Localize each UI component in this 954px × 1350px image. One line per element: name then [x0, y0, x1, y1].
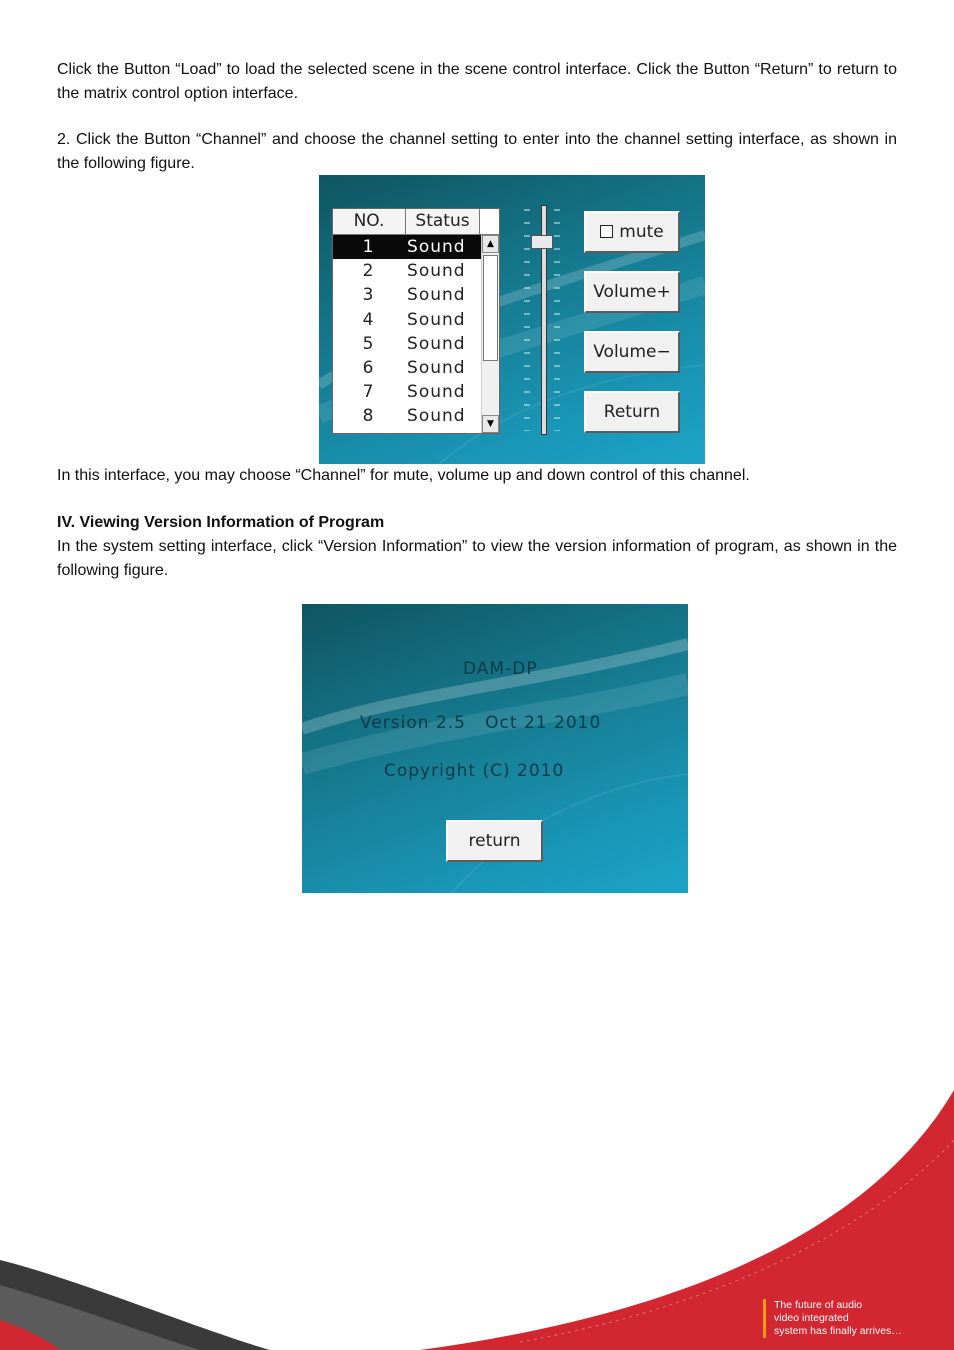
volume-down-button[interactable]: Volume− — [584, 331, 680, 373]
channel-row[interactable] — [333, 404, 481, 428]
channel-rows — [333, 235, 481, 429]
channel-number: 6 — [362, 357, 374, 378]
version-line: Version 2.5 Oct 21 2010 — [360, 713, 602, 733]
channel-setting-screenshot — [319, 175, 705, 464]
section-heading: IV. Viewing Version Information of Program — [57, 514, 385, 531]
channel-status: Sound — [407, 285, 466, 306]
channel-description-paragraph: In this interface, you may choose “Channel” for mute, volume up and down control of this channel. — [57, 467, 750, 484]
channel-number: 2 — [362, 261, 374, 282]
version-step-paragraph: In the system setting interface, click “Version Information” to view the version information of program, as shown in the following figure. — [57, 538, 897, 579]
version-info-screenshot — [302, 604, 688, 893]
column-header-status[interactable]: Status — [406, 209, 480, 234]
channel-status: Sound — [407, 382, 466, 403]
channel-row[interactable] — [333, 356, 481, 380]
return-button[interactable]: return — [446, 820, 543, 862]
channel-status: Sound — [403, 235, 481, 259]
product-name: DAM-DP — [463, 659, 538, 679]
return-button[interactable]: Return — [584, 391, 680, 433]
channel-list-header — [333, 209, 499, 235]
copyright-line: Copyright (C) 2010 — [384, 761, 565, 781]
volume-up-button[interactable]: Volume+ — [584, 271, 680, 313]
channel-row[interactable] — [333, 283, 481, 307]
mute-button[interactable] — [584, 211, 680, 253]
channel-row[interactable] — [333, 308, 481, 332]
slider-ticks-right — [554, 209, 560, 431]
footer-tagline — [763, 1299, 944, 1338]
channel-number: 5 — [362, 333, 374, 354]
slider-ticks-left — [524, 209, 530, 431]
channel-number: 4 — [362, 309, 374, 330]
channel-row[interactable] — [333, 380, 481, 404]
channel-status: Sound — [407, 333, 466, 354]
channel-status: Sound — [407, 406, 466, 427]
mute-label: mute — [619, 222, 664, 242]
scroll-down-icon[interactable]: ▼ — [482, 415, 499, 433]
channel-number: 3 — [362, 285, 374, 306]
channel-row[interactable] — [333, 259, 481, 283]
tagline-line-1: The future of audio — [774, 1299, 863, 1311]
channel-status: Sound — [407, 261, 466, 282]
channel-list[interactable] — [332, 208, 500, 434]
intro-paragraph: Click the Button “Load” to load the selected scene in the scene control interface. Click the Button “Return” to return to the matrix control option interface. — [57, 61, 897, 102]
mute-checkbox[interactable] — [600, 225, 613, 238]
channel-number: 1 — [333, 235, 403, 259]
list-scrollbar[interactable] — [481, 235, 499, 433]
channel-status: Sound — [407, 309, 466, 330]
column-header-no[interactable]: NO. — [333, 209, 406, 234]
tagline-line-2: video integrated — [774, 1312, 849, 1324]
volume-slider-thumb[interactable] — [531, 235, 553, 249]
channel-row[interactable] — [333, 332, 481, 356]
scrollbar-thumb[interactable] — [483, 255, 498, 361]
channel-number: 7 — [362, 382, 374, 403]
scroll-up-icon[interactable]: ▲ — [482, 235, 499, 253]
channel-step-paragraph: 2. Click the Button “Channel” and choose the channel setting to enter into the channel setting interface, as shown in the following figure. — [57, 131, 897, 172]
tagline-line-3: system has finally arrives… — [774, 1325, 902, 1337]
channel-row[interactable] — [333, 235, 481, 259]
channel-number: 8 — [362, 406, 374, 427]
channel-status: Sound — [407, 357, 466, 378]
